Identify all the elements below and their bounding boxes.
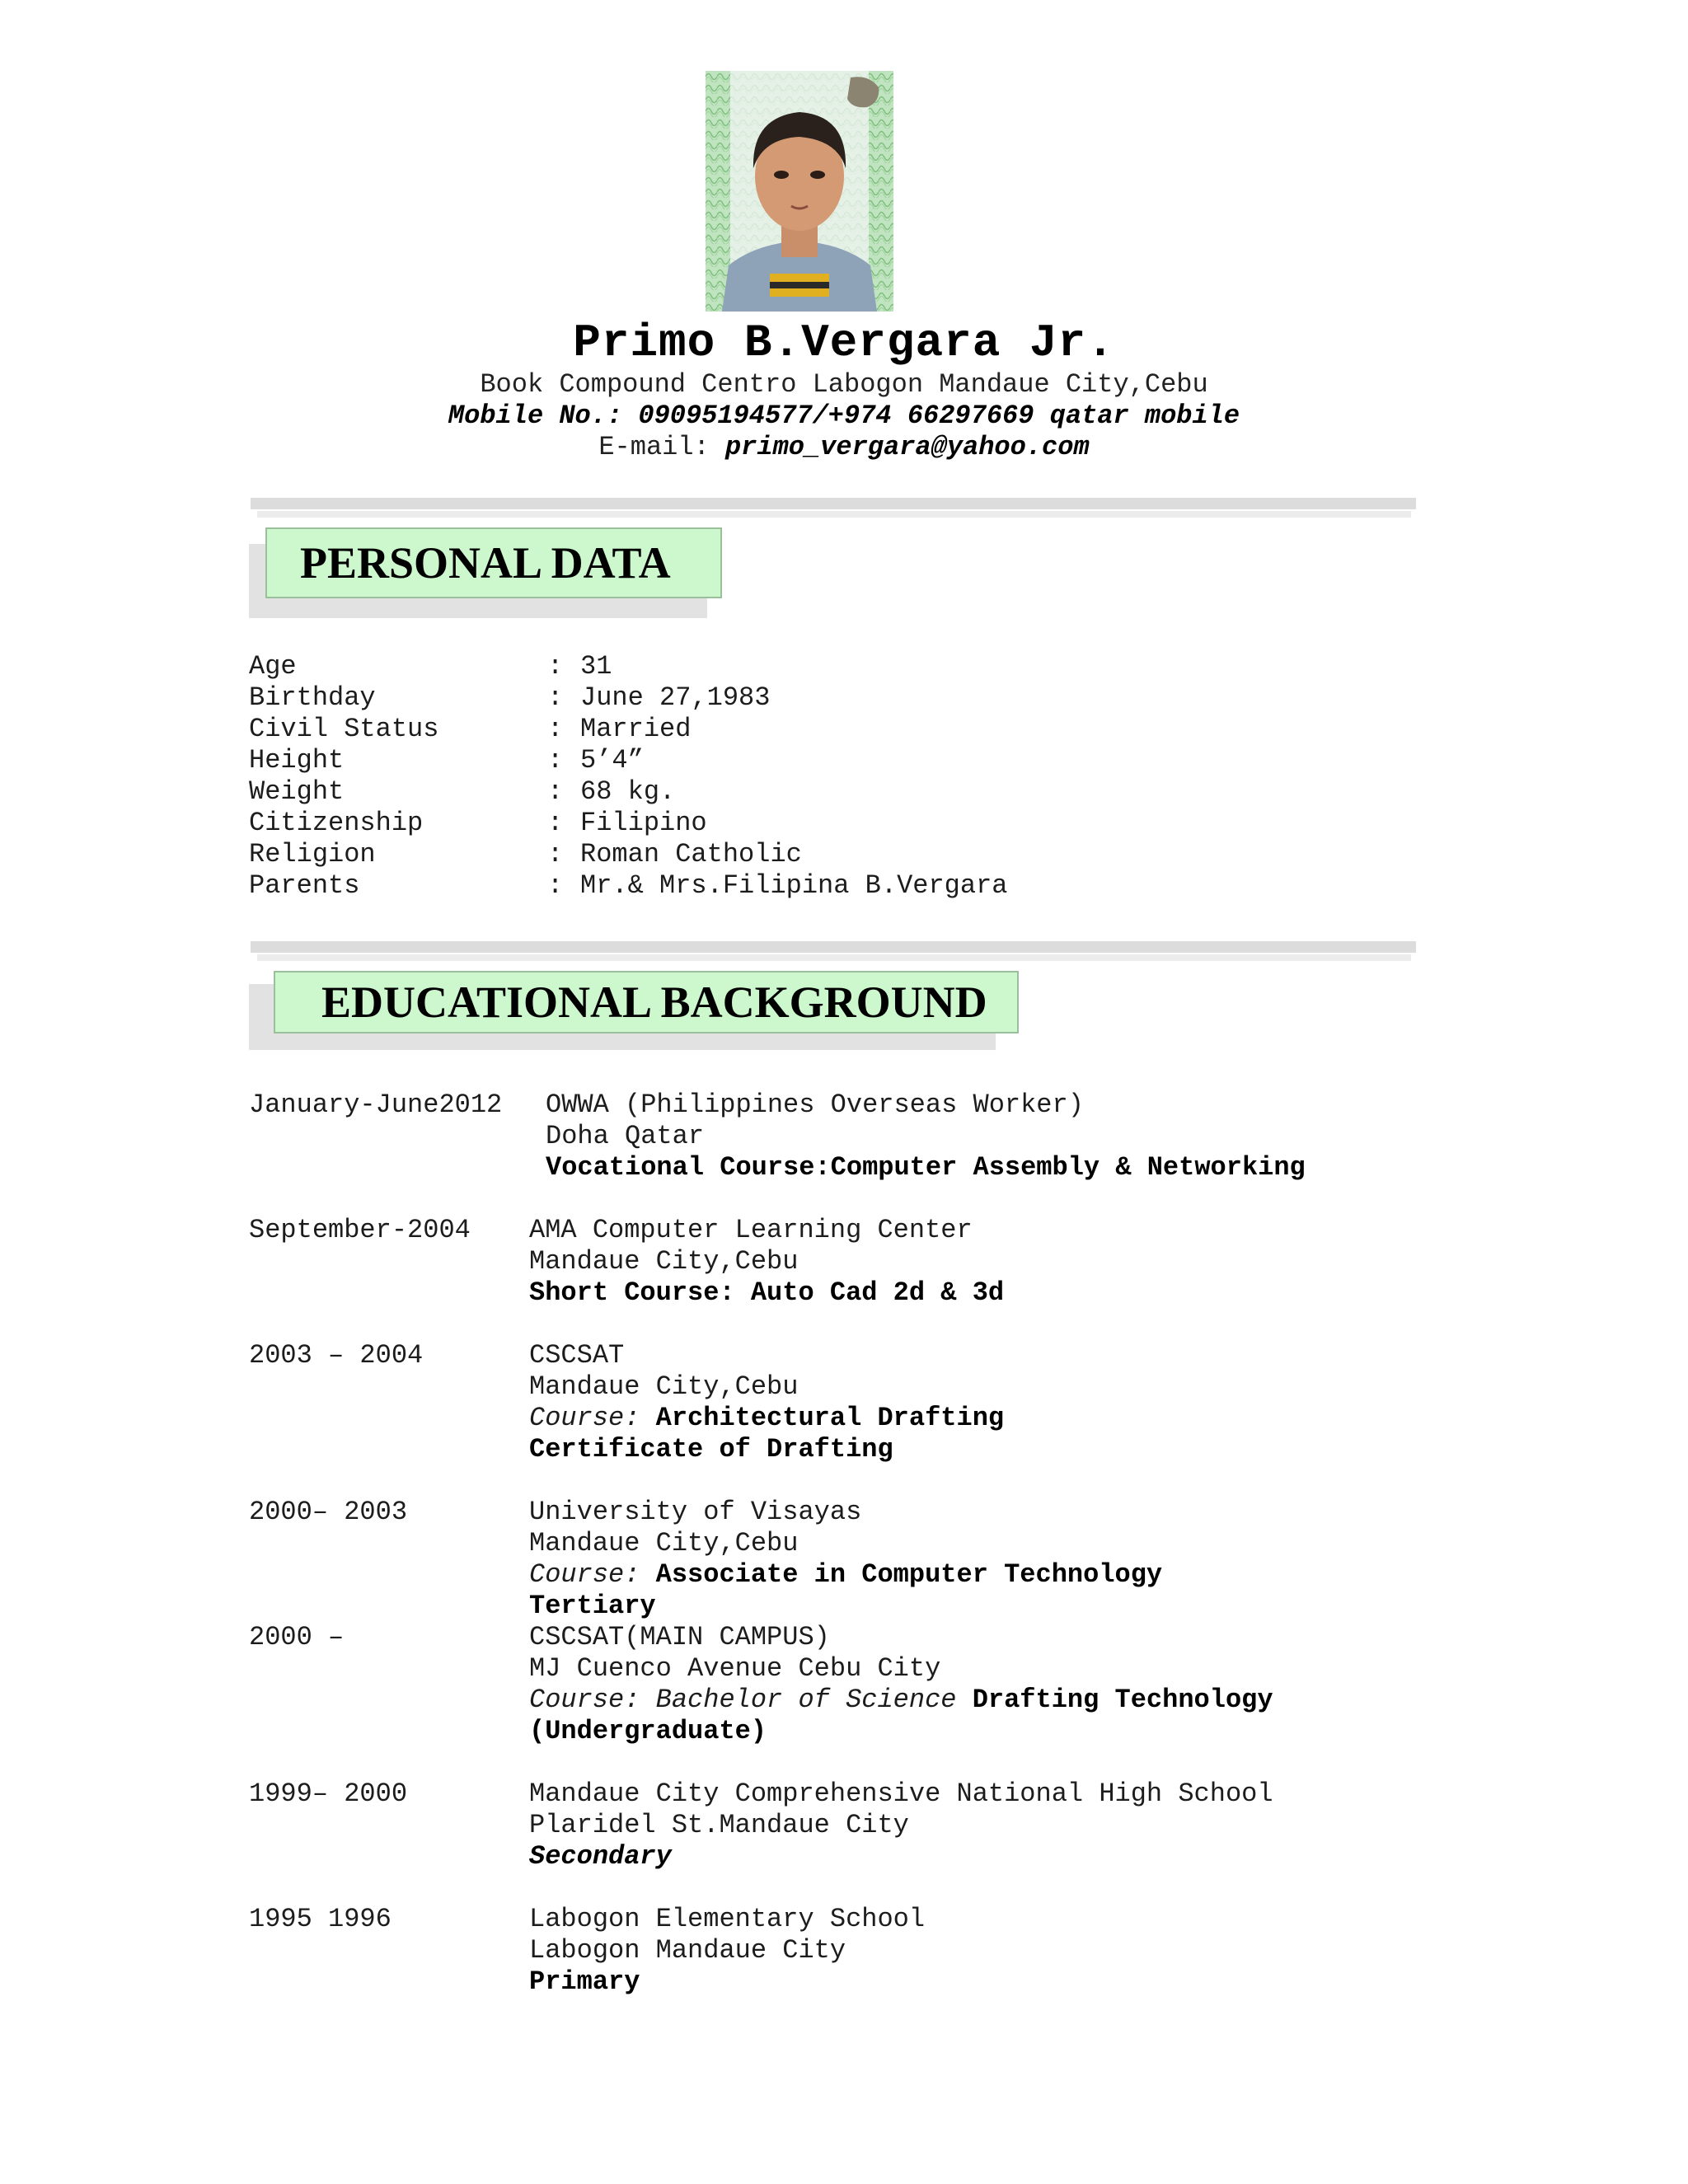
edu-school: Mandaue City Comprehensive National High School <box>529 1779 1273 1809</box>
edu-date: January-June2012 <box>249 1090 503 1120</box>
mobile-number: Mobile No.: 09095194577/+974 66297669 qatar mobile <box>448 401 1240 431</box>
edu-course-line <box>529 1559 1162 1591</box>
edu-school: Labogon Elementary School <box>529 1904 926 1934</box>
row-label: Religion <box>249 839 376 869</box>
row-separator: : <box>547 808 564 838</box>
email-line <box>0 432 1688 462</box>
row-value: 68 kg. <box>580 776 676 807</box>
edu-course-line <box>529 1685 1273 1716</box>
edu-date: 1995 1996 <box>249 1904 392 1934</box>
divider-rule <box>251 498 1416 509</box>
edu-course: Drafting Technology <box>956 1685 1273 1715</box>
email-value[interactable]: primo_vergara@yahoo.com <box>724 432 1090 462</box>
profile-photo <box>706 71 893 312</box>
edu-extra: Tertiary <box>529 1591 656 1621</box>
edu-location: Plaridel St.Mandaue City <box>529 1810 909 1840</box>
edu-date: 2000– 2003 <box>249 1497 408 1527</box>
edu-course-prefix: Course: <box>529 1403 640 1433</box>
row-label: Citizenship <box>249 808 424 838</box>
row-separator: : <box>547 870 564 901</box>
personal-row-age <box>249 651 612 682</box>
edu-date: 2003 – 2004 <box>249 1340 424 1371</box>
personal-row-citizenship <box>249 808 707 839</box>
edu-course-prefix: Course: Bachelor of Science <box>529 1685 957 1715</box>
row-separator: : <box>547 714 564 744</box>
edu-extra: (Undergraduate) <box>529 1716 767 1746</box>
section-title-text: PERSONAL DATA <box>300 538 671 588</box>
row-value: Mr.& Mrs.Filipina B.Vergara <box>580 870 1008 901</box>
personal-row-height <box>249 745 644 776</box>
edu-location: Mandaue City,Cebu <box>529 1246 799 1277</box>
email-label: E-mail: <box>598 432 710 462</box>
personal-row-civil-status <box>249 714 691 745</box>
edu-course: Short Course: Auto Cad 2d & 3d <box>529 1277 1005 1308</box>
row-separator: : <box>547 776 564 807</box>
divider-shadow <box>257 954 1411 961</box>
divider-rule <box>251 941 1416 953</box>
edu-location: Labogon Mandaue City <box>529 1935 846 1966</box>
address: Book Compound Centro Labogon Mandaue City,Cebu <box>480 369 1208 400</box>
edu-location: Mandaue City,Cebu <box>529 1528 799 1558</box>
edu-extra: Certificate of Drafting <box>529 1434 893 1465</box>
row-label: Birthday <box>249 682 376 713</box>
edu-location: MJ Cuenco Avenue Cebu City <box>529 1653 941 1684</box>
row-label: Civil Status <box>249 714 439 744</box>
row-value: June 27,1983 <box>580 682 771 713</box>
row-value: 31 <box>580 651 612 682</box>
section-title-text: EDUCATIONAL BACKGROUND <box>321 977 987 1027</box>
edu-date: 1999– 2000 <box>249 1779 408 1809</box>
edu-extra: Primary <box>529 1966 640 1997</box>
row-label: Weight <box>249 776 345 807</box>
edu-location: Doha Qatar <box>546 1121 705 1151</box>
edu-course: Architectural Drafting <box>640 1403 1005 1433</box>
section-title-personal-data <box>265 527 722 598</box>
edu-location: Mandaue City,Cebu <box>529 1371 799 1402</box>
personal-row-parents <box>249 870 1007 902</box>
edu-date: 2000 – <box>249 1622 345 1652</box>
row-value: Roman Catholic <box>580 839 802 869</box>
edu-course-line <box>529 1403 1004 1434</box>
edu-course: Vocational Course:Computer Assembly & Networking <box>546 1152 1306 1183</box>
candidate-name: Primo B.Vergara Jr. <box>573 316 1115 369</box>
section-title-education <box>274 971 1019 1033</box>
edu-date: September-2004 <box>249 1215 471 1245</box>
edu-course: Associate in Computer Technology <box>640 1559 1163 1590</box>
edu-level: Secondary <box>529 1841 672 1872</box>
personal-row-weight <box>249 776 675 808</box>
row-value: 5’4” <box>580 745 644 776</box>
row-separator: : <box>547 651 564 682</box>
row-separator: : <box>547 682 564 713</box>
row-separator: : <box>547 839 564 869</box>
personal-row-religion <box>249 839 802 870</box>
edu-school: OWWA (Philippines Overseas Worker) <box>546 1090 1084 1120</box>
row-label: Parents <box>249 870 360 901</box>
edu-school: CSCSAT(MAIN CAMPUS) <box>529 1622 830 1652</box>
edu-course-prefix: Course: <box>529 1559 640 1590</box>
edu-school: AMA Computer Learning Center <box>529 1215 973 1245</box>
row-value: Filipino <box>580 808 707 838</box>
divider-shadow <box>257 511 1411 518</box>
personal-row-birthday <box>249 682 770 714</box>
row-separator: : <box>547 745 564 776</box>
row-label: Age <box>249 651 297 682</box>
row-label: Height <box>249 745 345 776</box>
edu-school: University of Visayas <box>529 1497 862 1527</box>
row-value: Married <box>580 714 692 744</box>
edu-school: CSCSAT <box>529 1340 625 1371</box>
